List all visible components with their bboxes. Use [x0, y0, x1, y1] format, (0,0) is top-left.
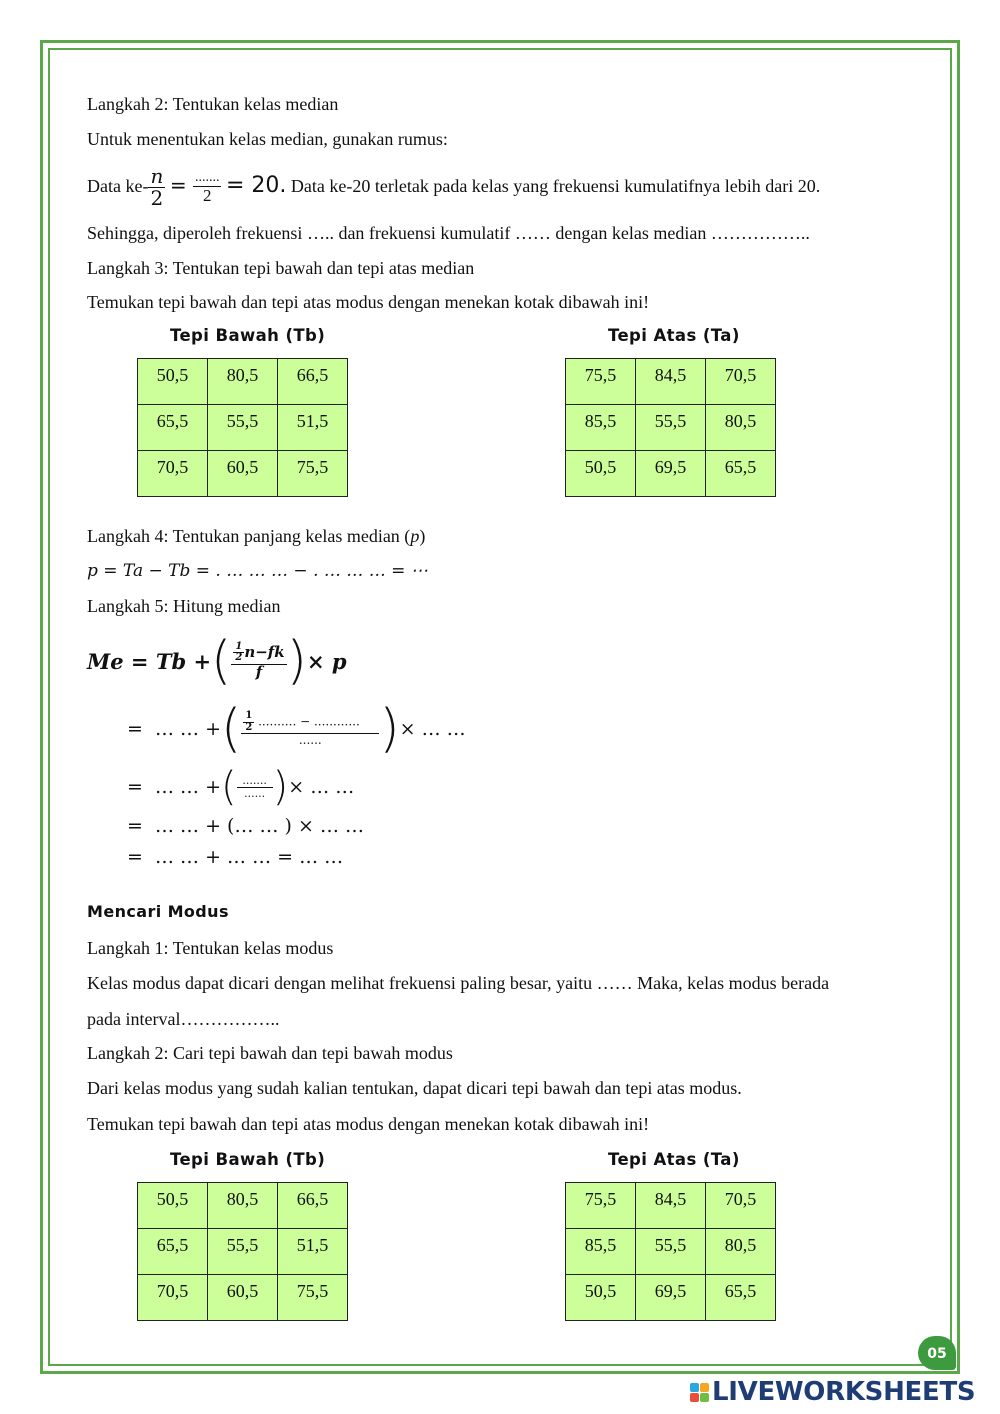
modus-step1-text-2: pada interval…………….. [87, 1009, 280, 1029]
grid-cell[interactable]: 51,5 [278, 1229, 348, 1275]
grid-cell[interactable]: 50,5 [566, 451, 636, 497]
grid-cell[interactable]: 70,5 [138, 1275, 208, 1321]
grid-cell[interactable]: 84,5 [636, 1183, 706, 1229]
grid-cell[interactable]: 66,5 [278, 359, 348, 405]
n-over-2-fraction: $\frac{n}{2}$ [150, 164, 164, 211]
grid-cell[interactable]: 75,5 [566, 359, 636, 405]
grid-cell[interactable]: 85,5 [566, 405, 636, 451]
median-step4-formula: p = Ta − Tb = . … … … − . … … … = ⋯ [87, 561, 428, 581]
modus-step2-instruction: Temukan tepi bawah dan tepi atas modus dengan menekan kotak dibawah ini! [87, 1114, 650, 1134]
grid-cell[interactable]: 55,5 [636, 405, 706, 451]
median-conclusion: Sehingga, diperoleh frekuensi ….. dan frekuensi kumulatif …… dengan kelas median …………….. [87, 223, 810, 243]
liveworksheets-logo: LIVEWORKSHEETS [690, 1376, 975, 1408]
grid-cell[interactable]: 60,5 [208, 451, 278, 497]
grid-cell[interactable]: 55,5 [208, 1229, 278, 1275]
grid-cell[interactable]: 69,5 [636, 451, 706, 497]
modus-tb-header: Tepi Bawah (Tb) [170, 1150, 326, 1169]
median-formula-line5: = … … + … … = … … [127, 846, 344, 868]
median-tb-grid [137, 358, 348, 497]
grid-cell[interactable]: 55,5 [636, 1229, 706, 1275]
grid-cell[interactable]: 85,5 [566, 1229, 636, 1275]
grid-cell[interactable]: 80,5 [208, 359, 278, 405]
median-formula-line3: = … … + ( $\frac{.......}{......}$ ) × … … [127, 764, 355, 810]
grid-cell[interactable]: 50,5 [138, 1183, 208, 1229]
logo-grid-icon [690, 1383, 709, 1402]
median-step4-title: Langkah 4: Tentukan panjang kelas median (p) [87, 526, 426, 546]
grid-cell[interactable]: 66,5 [278, 1183, 348, 1229]
median-step2-title: Langkah 2: Tentukan kelas median [87, 94, 339, 114]
grid-cell[interactable]: 65,5 [706, 1275, 776, 1321]
grid-cell[interactable]: 75,5 [566, 1183, 636, 1229]
grid-cell[interactable]: 70,5 [706, 1183, 776, 1229]
median-step5-title: Langkah 5: Hitung median [87, 596, 281, 616]
modus-tb-grid [137, 1182, 348, 1321]
modus-ta-grid [565, 1182, 776, 1321]
median-data-line: Data ke- $\frac{n}{2}$ = $\frac{.......}{2}$ = 20. Data ke-20 terletak pada kelas yang frekuensi kumulatifnya lebih dari 20. [87, 164, 821, 211]
grid-cell[interactable]: 50,5 [138, 359, 208, 405]
median-formula-line4: = … … + (… … ) × … … [127, 815, 364, 837]
median-line3-fraction: $\frac{.......}{......}$ [237, 775, 273, 799]
median-main-fraction: $\frac{1}{2}$ n−fk f [231, 642, 286, 681]
modus-step1-title: Langkah 1: Tentukan kelas modus [87, 938, 334, 958]
grid-cell[interactable]: 65,5 [138, 1229, 208, 1275]
median-tb-header: Tepi Bawah (Tb) [170, 326, 326, 345]
modus-step2-title: Langkah 2: Cari tepi bawah dan tepi bawah modus [87, 1043, 453, 1063]
grid-cell[interactable]: 80,5 [208, 1183, 278, 1229]
grid-cell[interactable]: 70,5 [138, 451, 208, 497]
modus-section-title: Mencari Modus [87, 902, 229, 921]
grid-cell[interactable]: 70,5 [706, 359, 776, 405]
data-suffix: Data ke-20 terletak pada kelas yang frekuensi kumulatifnya lebih dari 20. [290, 176, 821, 196]
modus-step1-text-1: Kelas modus dapat dicari dengan melihat frekuensi paling besar, yaitu …… Maka, kelas modus berada [87, 973, 830, 993]
median-formula-main: Me = Tb + ( $\frac{1}{2}$ n−fk f ) × p [87, 631, 347, 691]
equals-twenty: = 20. [225, 173, 287, 198]
grid-cell[interactable]: 80,5 [706, 1229, 776, 1275]
median-step2-intro: Untuk menentukan kelas median, gunakan rumus: [87, 129, 448, 149]
median-ta-header: Tepi Atas (Ta) [608, 326, 740, 345]
grid-cell[interactable]: 50,5 [566, 1275, 636, 1321]
blank-over-2-fraction: $\frac{.......}{2}$ [194, 170, 220, 205]
grid-cell[interactable]: 75,5 [278, 1275, 348, 1321]
grid-cell[interactable]: 69,5 [636, 1275, 706, 1321]
modus-ta-header: Tepi Atas (Ta) [608, 1150, 740, 1169]
median-formula-line2: = … … + ( $\frac{1}{2}$ .......... − ............ ...... ) × … … [127, 699, 466, 759]
grid-cell[interactable]: 55,5 [208, 405, 278, 451]
median-line2-fraction: $\frac{1}{2}$ .......... − ............ ...... [241, 711, 379, 747]
grid-cell[interactable]: 80,5 [706, 405, 776, 451]
median-step3-instruction: Temukan tepi bawah dan tepi atas modus dengan menekan kotak dibawah ini! [87, 292, 650, 312]
grid-cell[interactable]: 65,5 [706, 451, 776, 497]
grid-cell[interactable]: 75,5 [278, 451, 348, 497]
grid-cell[interactable]: 60,5 [208, 1275, 278, 1321]
grid-cell[interactable]: 65,5 [138, 405, 208, 451]
grid-cell[interactable]: 84,5 [636, 359, 706, 405]
page-number-badge: 05 [918, 1336, 956, 1370]
median-ta-grid [565, 358, 776, 497]
grid-cell[interactable]: 51,5 [278, 405, 348, 451]
modus-step2-text: Dari kelas modus yang sudah kalian tentukan, dapat dicari tepi bawah dan tepi atas modus. [87, 1078, 742, 1098]
median-step3-title: Langkah 3: Tentukan tepi bawah dan tepi atas median [87, 258, 475, 278]
data-prefix: Data ke- [87, 176, 149, 196]
